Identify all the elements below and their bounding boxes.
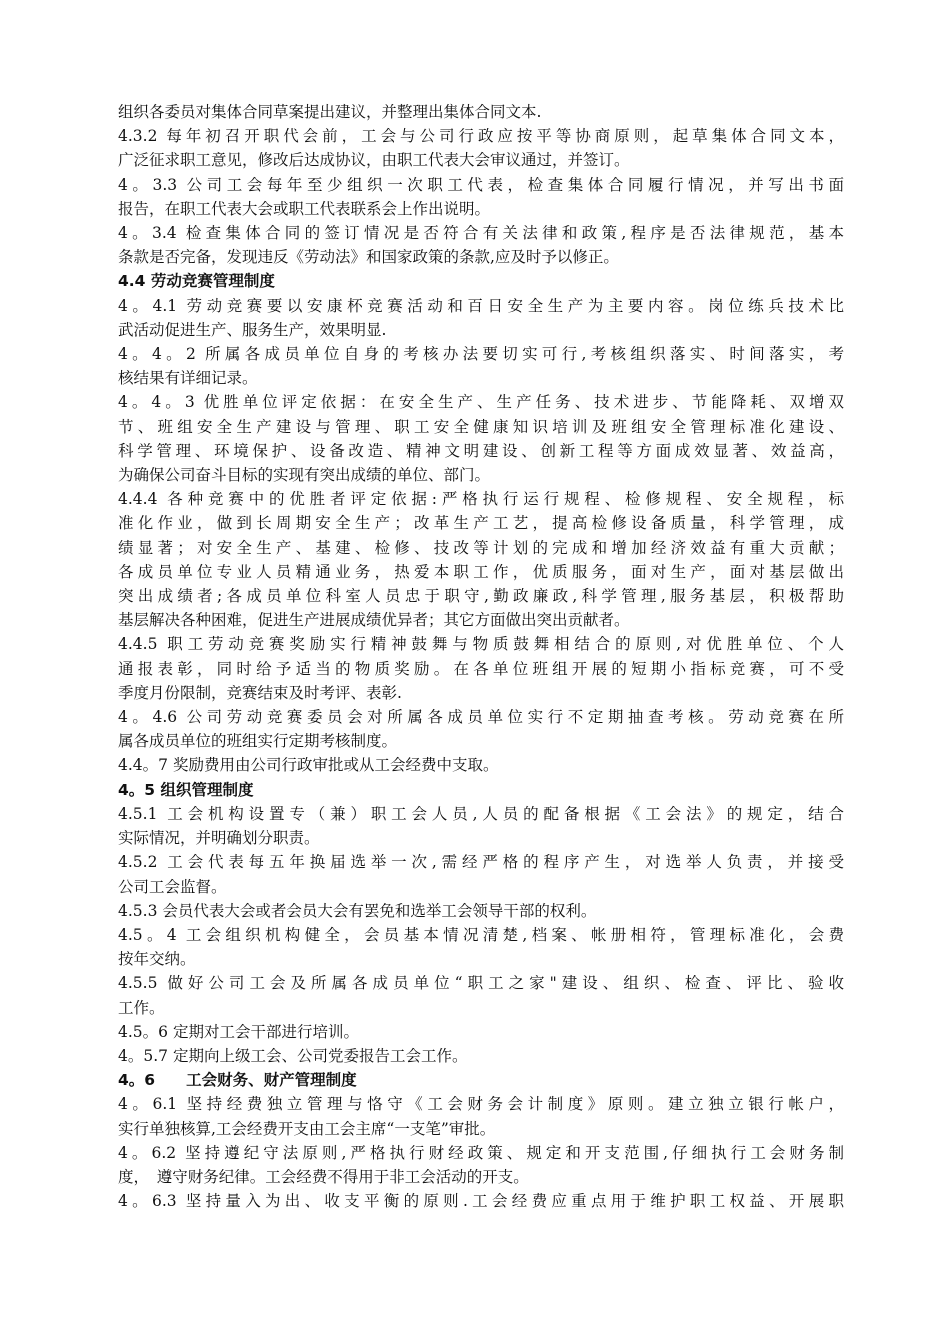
section-heading: 4。5 组织管理制度 <box>118 780 254 799</box>
text-line: 4.5.2 工会代表每五年换届选举一次,需经严格的程序产生，对选举人负责，并接受 <box>118 853 844 872</box>
text-line: 度， 遵守财务纪律。工会经费不得用于非工会活动的开支。 <box>118 1167 529 1186</box>
text-line: 4。6.1 坚持经费独立管理与恪守《工会财务会计制度》原则。建立独立银行帐户， <box>118 1095 844 1114</box>
text-line: 4.4。7 奖励费用由公司行政审批或从工会经费中支取。 <box>118 756 499 775</box>
text-line: 通报表彰，同时给予适当的物质奖励。在各单位班组开展的短期小指标竞赛，可不受 <box>118 659 844 678</box>
text-line: 实行单独核算,工会经费开支由工会主席“一支笔”审批。 <box>118 1119 496 1138</box>
text-line: 4。5.7 定期向上级工会、公司党委报告工会工作。 <box>118 1046 468 1065</box>
text-line: 4。4。2 所属各成员单位自身的考核办法要切实可行,考核组织落实、时间落实，考 <box>118 345 844 364</box>
text-line: 公司工会监督。 <box>118 877 227 896</box>
text-line: 科学管理、环境保护、设备改造、精神文明建设、创新工程等方面成效显著、效益高， <box>118 441 844 460</box>
text-line: 4.5。4 工会组织机构健全，会员基本情况清楚,档案、帐册相符，管理标准化，会费 <box>118 925 844 944</box>
text-line: 4。6.2 坚持遵纪守法原则,严格执行财经政策、规定和开支范围,仔细执行工会财务制 <box>118 1143 844 1162</box>
text-line: 季度月份限制，竞赛结束及时考评、表彰. <box>118 683 402 702</box>
text-line: 为确保公司奋斗目标的实现有突出成绩的单位、部门。 <box>118 466 491 485</box>
text-line: 4.3.2 每年初召开职代会前，工会与公司行政应按平等协商原则，起草集体合同文本， <box>118 127 844 146</box>
text-line: 按年交纳。 <box>118 950 196 969</box>
text-line: 4。6.3 坚持量入为出、收支平衡的原则.工会经费应重点用于维护职工权益、开展职 <box>118 1192 844 1211</box>
text-line: 4。3.4 检查集体合同的签订情况是否符合有关法律和政策,程序是否法律规范，基本 <box>118 224 844 243</box>
document-body <box>118 100 844 1213</box>
text-line: 报告，在职工代表大会或职工代表联系会上作出说明。 <box>118 199 491 218</box>
text-line: 各成员单位专业人员精通业务，热爱本职工作，优质服务，面对生产，面对基层做出 <box>118 562 844 581</box>
text-line: 实际情况，并明确划分职责。 <box>118 829 320 848</box>
text-line: 4.5.3 会员代表大会或者会员大会有罢免和选举工会领导干部的权利。 <box>118 901 597 920</box>
text-line: 组织各委员对集体合同草案提出建议，并整理出集体合同文本. <box>118 103 542 121</box>
section-heading: 4.4 劳动竞赛管理制度 <box>118 272 275 291</box>
section-heading: 4。6 工会财务、财产管理制度 <box>118 1071 357 1090</box>
text-line: 广泛征求职工意见，修改后达成协议，由职工代表大会审议通过，并签订。 <box>118 151 630 170</box>
text-line: 4。4。3 优胜单位评定依据：在安全生产、生产任务、技术进步、节能降耗、双增双 <box>118 393 844 412</box>
text-line: 4.4.5 职工劳动竞赛奖励实行精神鼓舞与物质鼓舞相结合的原则,对优胜单位、个人 <box>118 635 844 654</box>
text-line: 属各成员单位的班组实行定期考核制度。 <box>118 732 398 751</box>
text-line: 4。4.1 劳动竞赛要以安康杯竞赛活动和百日安全生产为主要内容。岗位练兵技术比 <box>118 296 844 315</box>
text-line: 4.5.5 做好公司工会及所属各成员单位“职工之家"建设、组织、检查、评比、验收 <box>118 974 844 993</box>
text-line: 突出成绩者;各成员单位科室人员忠于职守,勤政廉政,科学管理,服务基层，积极帮助 <box>118 587 844 606</box>
text-line: 4.5.1 工会机构设置专（兼）职工会人员,人员的配备根据《工会法》的规定，结合 <box>118 804 844 823</box>
text-line: 核结果有详细记录。 <box>118 369 258 388</box>
text-line: 绩显著；对安全生产、基建、检修、技改等计划的完成和增加经济效益有重大贡献； <box>118 538 844 557</box>
text-line: 4。4.6 公司劳动竞赛委员会对所属各成员单位实行不定期抽查考核。劳动竞赛在所 <box>118 708 844 727</box>
text-line: 基层解决各种困难，促进生产进展成绩优异者；其它方面做出突出贡献者。 <box>118 611 630 630</box>
text-line: 条款是否完备，发现违反《劳动法》和国家政策的条款,应及时予以修正。 <box>118 248 619 267</box>
text-line: 准化作业，做到长周期安全生产；改革生产工艺，提高检修设备质量，科学管理，成 <box>118 514 844 533</box>
text-line: 4.4.4 各种竞赛中的优胜者评定依据:严格执行运行规程、检修规程、安全规程，标 <box>118 490 844 509</box>
text-line: 节、班组安全生产建设与管理、职工安全健康知识培训及班组安全管理标准化建设、 <box>118 417 844 436</box>
text-line: 4。3.3 公司工会每年至少组织一次职工代表，检查集体合同履行情况，并写出书面 <box>118 175 844 194</box>
text-line: 工作。 <box>118 998 165 1017</box>
text-line: 武活动促进生产、服务生产，效果明显. <box>118 320 387 339</box>
text-line: 4.5。6 定期对工会干部进行培训。 <box>118 1022 359 1041</box>
